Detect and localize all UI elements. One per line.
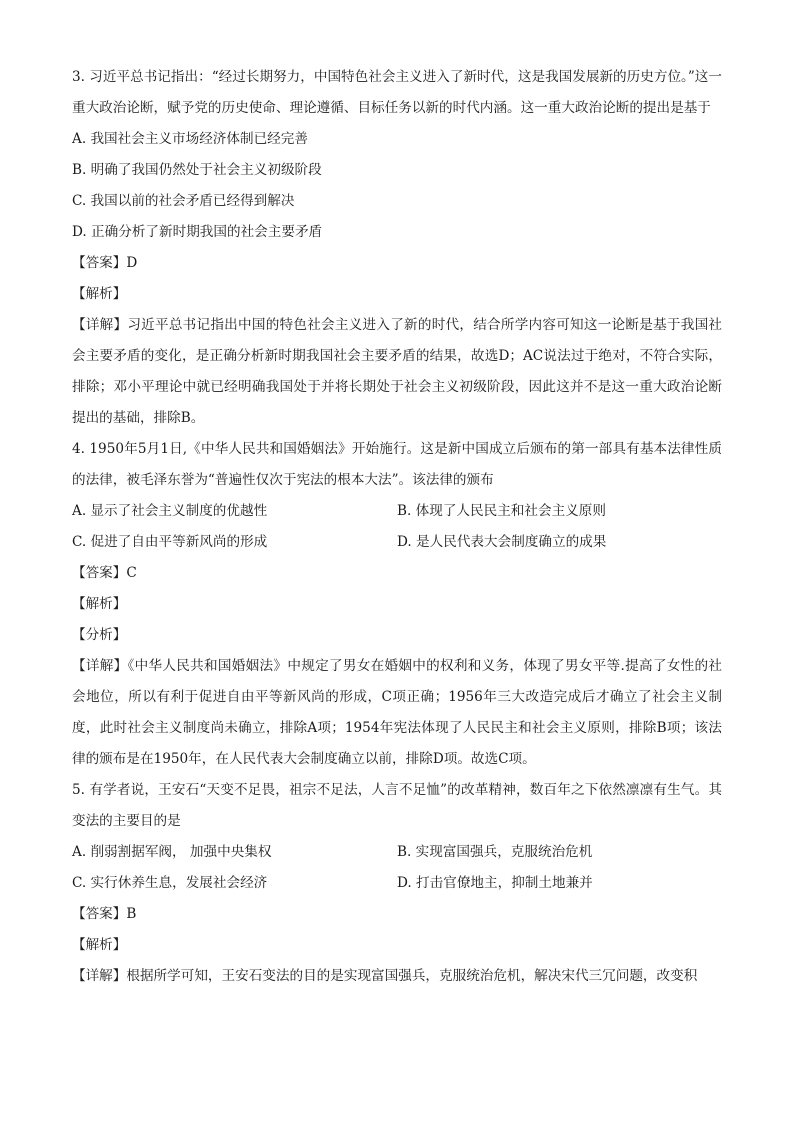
question-4-option-a: A. 显示了社会主义制度的优越性	[72, 503, 268, 519]
question-4-options-row-1	[72, 496, 722, 527]
question-3-answer: 【答案】D	[72, 255, 138, 271]
question-5-answer: 【答案】B	[72, 906, 137, 922]
question-5-option-d: D. 打击官僚地主，抑制土地兼并	[397, 875, 593, 891]
question-4-detail: 【详解】《中华人民共和国婚姻法》中规定了男女在婚姻中的权利和义务，体现了男女平等.提高了女性的社会地位，所以有利于促进自由平等新风尚的形成，C项正确；1956年三大改造完成后才确立了社会主义制度，此时社会主义制度尚未确立，排除A项；1954年宪法体现了人民民主和社会主义原则，排除B项；该法律的颁布是在1950年，在人民代表大会制度确立以前，排除D项。故选C项。	[72, 658, 722, 767]
question-5-detail: 【详解】根据所学可知，王安石变法的目的是实现富国强兵，克服统治危机，解决宋代三冗问题，改变积	[72, 968, 698, 984]
question-3-analysis-label: 【解析】	[72, 286, 127, 302]
question-5-option-b: B. 实现富国强兵，克服统治危机	[397, 844, 593, 860]
question-3-option-d: D. 正确分析了新时期我国的社会主要矛盾	[72, 224, 323, 240]
question-5-stem: 5. 有学者说，王安石“天变不足畏，祖宗不足法，人言不足恤”的改革精神，数百年之下依然凛凛有生气。其变法的主要目的是	[72, 782, 722, 829]
question-3-option-b: B. 明确了我国仍然处于社会主义初级阶段	[72, 162, 322, 178]
question-4-option-b: B. 体现了人民民主和社会主义原则	[397, 503, 606, 519]
question-4-analysis-label: 【解析】	[72, 596, 127, 612]
question-5-options-row-2	[72, 868, 722, 899]
question-5-option-c: C. 实行休养生息，发展社会经济	[72, 875, 268, 891]
question-4-stem: 4. 1950年5月1日,《中华人民共和国婚姻法》开始施行。这是新中国成立后颁布的第一部具有基本法律性质的法律，被毛泽东誉为“普遍性仅次于宪法的根本大法”。该法律的颁布	[72, 441, 722, 488]
question-3-stem: 3. 习近平总书记指出：“经过长期努力，中国特色社会主义进入了新时代，这是我国发展新的历史方位。”这一重大政治论断，赋予党的历史使命、理论遵循、目标任务以新的时代内涵。这一重大政治论断的提出是基于	[72, 69, 722, 116]
question-4-analysis2-label: 【分析】	[72, 627, 127, 643]
document-page	[72, 62, 722, 992]
question-5-option-a: A. 削弱割据军阀， 加强中央集权	[72, 844, 272, 860]
question-4-option-d: D. 是人民代表大会制度确立的成果	[397, 534, 607, 550]
question-5-analysis-label: 【解析】	[72, 937, 127, 953]
question-4-answer: 【答案】C	[72, 565, 137, 581]
question-3-detail: 【详解】习近平总书记指出中国的特色社会主义进入了新的时代，结合所学内容可知这一论断是基于我国社会主要矛盾的变化，是正确分析新时期我国社会主要矛盾的结果，故选D；AC说法过于绝对，不符合实际，排除；邓小平理论中就已经明确我国处于并将长期处于社会主义初级阶段，因此这并不是这一重大政治论断提出的基础，排除B。	[72, 317, 722, 426]
question-5-options-row-1	[72, 837, 722, 868]
question-4-option-c: C. 促进了自由平等新风尚的形成	[72, 534, 268, 550]
question-3-option-c: C. 我国以前的社会矛盾已经得到解决	[72, 193, 295, 209]
question-4-options-row-2	[72, 527, 722, 558]
question-3-option-a: A. 我国社会主义市场经济体制已经完善	[72, 131, 308, 147]
